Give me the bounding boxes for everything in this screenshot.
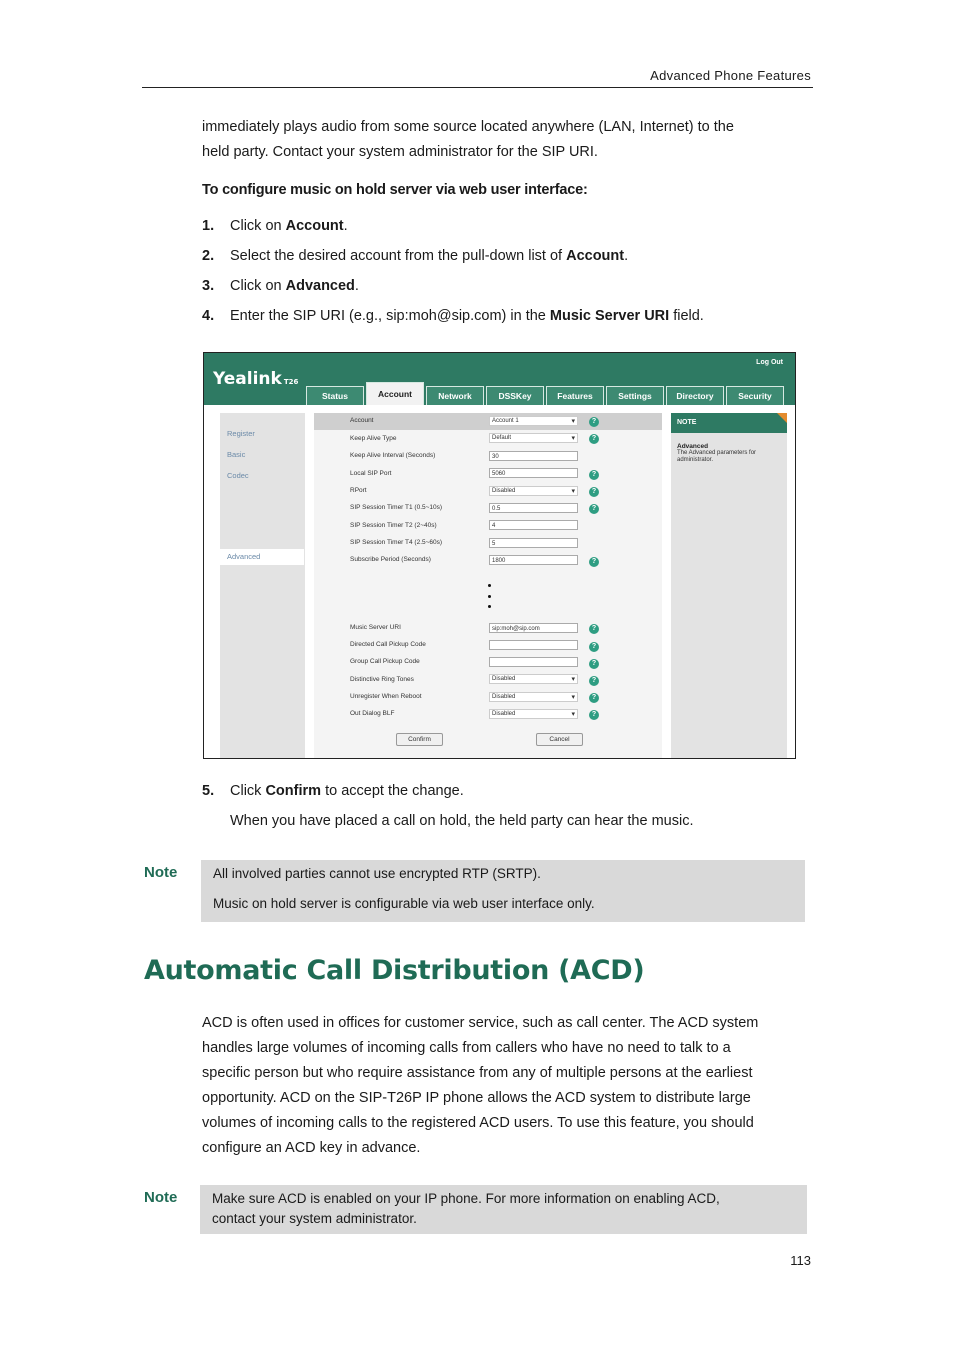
field-label-distinctive-ring: Distinctive Ring Tones [350, 676, 414, 683]
step-keyword: Confirm [265, 783, 322, 799]
help-icon[interactable]: ? [589, 487, 599, 497]
note-line: Make sure ACD is enabled on your IP phone. For more information on enabling ACD, [212, 1191, 720, 1206]
tab-network[interactable]: Network [426, 386, 484, 405]
step-2 [202, 248, 628, 264]
nav-codec[interactable]: Codec [227, 471, 249, 480]
step-keyword: Account [566, 248, 625, 264]
acd-paragraph [202, 1011, 807, 1161]
help-icon[interactable]: ? [589, 710, 599, 720]
step-number: 4. [202, 308, 215, 324]
acd-line: configure an ACD key in advance. [202, 1140, 421, 1156]
acd-line: ACD is often used in offices for customer service, such as call center. The ACD system [202, 1015, 759, 1031]
step-text: Click on [230, 218, 286, 234]
step-3 [202, 278, 359, 294]
page-number: 113 [790, 1253, 811, 1268]
field-label-directed-pickup: Directed Call Pickup Code [350, 641, 426, 648]
procedure-heading: To configure music on hold server via web user interface: [202, 182, 588, 198]
keep-alive-interval-input[interactable]: 30 [489, 451, 578, 461]
music-server-uri-input[interactable]: sip:moh@sip.com [489, 623, 578, 633]
tab-settings[interactable]: Settings [606, 386, 664, 405]
step-keyword: Advanced [285, 278, 355, 294]
note-corner-marker [777, 413, 787, 423]
help-icon[interactable]: ? [589, 624, 599, 634]
note-line: contact your system administrator. [212, 1211, 417, 1226]
confirm-button[interactable]: Confirm [396, 733, 443, 746]
note-box [201, 860, 805, 922]
logo-text: Yealink [213, 369, 282, 389]
nav-register[interactable]: Register [227, 429, 255, 438]
ellipsis-dot [488, 584, 491, 587]
help-icon[interactable]: ? [589, 693, 599, 703]
tab-directory[interactable]: Directory [666, 386, 724, 405]
note-label: Note [144, 1189, 178, 1206]
field-label-unregister-reboot: Unregister When Reboot [350, 693, 422, 700]
step-1 [202, 218, 348, 234]
acd-line: handles large volumes of incoming calls from callers who have no need to talk to a [202, 1040, 731, 1056]
acd-line: specific person but who require assistance from any of multiple persons at the earliest [202, 1065, 753, 1081]
field-label-music-server-uri: Music Server URI [350, 624, 401, 631]
acd-line: volumes of incoming calls to the registered ACD users. To use this feature, you should [202, 1115, 754, 1131]
section-title: Automatic Call Distribution (ACD) [144, 955, 645, 986]
step-number: 1. [202, 218, 215, 234]
nav-basic[interactable]: Basic [227, 450, 246, 459]
field-label-keep-alive-type: Keep Alive Type [350, 435, 397, 442]
step-text: Enter the SIP URI (e.g., sip:moh@sip.com) in the [230, 308, 550, 324]
yealink-logo [213, 369, 298, 389]
note-box [200, 1185, 807, 1234]
field-label-local-sip-port: Local SIP Port [350, 470, 392, 477]
note-panel-header: NOTE [671, 413, 787, 433]
step-text-end: . [354, 278, 359, 294]
step-number: 3. [202, 278, 215, 294]
step-text: Click [230, 783, 266, 799]
group-pickup-input[interactable] [489, 657, 578, 667]
tab-status[interactable]: Status [306, 386, 364, 405]
note-line: All involved parties cannot use encrypted RTP (SRTP). [213, 866, 541, 881]
help-icon[interactable]: ? [589, 504, 599, 514]
intro-line: held party. Contact your system administrator for the SIP URI. [202, 144, 598, 160]
note-panel [671, 413, 787, 758]
step-text-end: . [343, 218, 348, 234]
step-text: Click on [230, 278, 286, 294]
step-4 [202, 308, 704, 324]
field-label-timer-t2: SIP Session Timer T2 (2~40s) [350, 522, 437, 529]
keep-alive-type-select[interactable]: Default ▾ [489, 433, 578, 443]
running-header: Advanced Phone Features [650, 68, 811, 83]
model-label: T26 [283, 378, 299, 386]
note-line: Music on hold server is configurable via web user interface only. [213, 896, 595, 911]
timer-t4-input[interactable]: 5 [489, 538, 578, 548]
account-subnav [220, 413, 305, 758]
step-5 [202, 783, 464, 799]
help-icon[interactable]: ? [589, 434, 599, 444]
web-ui-topbar [204, 353, 795, 405]
help-icon[interactable]: ? [589, 676, 599, 686]
timer-t1-input[interactable]: 0.5 [489, 503, 578, 513]
step-number: 2. [202, 248, 215, 264]
note-panel-title: Advanced [677, 443, 709, 450]
tab-features[interactable]: Features [546, 386, 604, 405]
acd-line: opportunity. ACD on the SIP-T26P IP phone allows the ACD system to distribute large [202, 1090, 751, 1106]
field-label-rport: RPort [350, 487, 367, 494]
help-icon[interactable]: ? [589, 659, 599, 669]
step-text-end: . [624, 248, 629, 264]
step-keyword: Music Server URI [549, 308, 670, 324]
tab-security[interactable]: Security [726, 386, 784, 405]
header-rule [142, 87, 813, 88]
step-text: Select the desired account from the pull-down list of [230, 248, 567, 264]
help-icon[interactable]: ? [589, 417, 599, 427]
step-number: 5. [202, 783, 215, 799]
note-label: Note [144, 864, 178, 881]
ellipsis-dot [488, 595, 491, 598]
step-text-end: to accept the change. [321, 783, 464, 799]
field-label-subscribe-period: Subscribe Period (Seconds) [350, 556, 431, 563]
tab-account[interactable]: Account [366, 382, 424, 405]
timer-t2-input[interactable]: 4 [489, 520, 578, 530]
field-label-timer-t4: SIP Session Timer T4 (2.5~60s) [350, 539, 443, 546]
nav-advanced[interactable]: Advanced [227, 552, 261, 561]
intro-paragraph [202, 115, 807, 165]
logout-link[interactable]: Log Out [756, 359, 783, 366]
cancel-button[interactable]: Cancel [536, 733, 583, 746]
tab-dsskey[interactable]: DSSKey [486, 386, 544, 405]
field-label-out-dialog-blf: Out Dialog BLF [350, 710, 395, 717]
account-select[interactable]: Account 1 ▾ [489, 416, 578, 426]
note-panel-text: The Advanced parameters for administrator. [677, 450, 757, 463]
field-label-timer-t1: SIP Session Timer T1 (0.5~10s) [350, 504, 443, 511]
out-dialog-blf-select[interactable]: Disabled ▾ [489, 709, 578, 719]
subscribe-period-input[interactable]: 1800 [489, 555, 578, 565]
help-icon[interactable]: ? [589, 557, 599, 567]
directed-pickup-input[interactable] [489, 640, 578, 650]
step-5-result: When you have placed a call on hold, the held party can hear the music. [230, 813, 694, 829]
field-label-group-pickup: Group Call Pickup Code [350, 658, 420, 665]
intro-line: immediately plays audio from some source located anywhere (LAN, Internet) to the [202, 119, 734, 135]
ellipsis-dot [488, 605, 491, 608]
help-icon[interactable]: ? [589, 642, 599, 652]
help-icon[interactable]: ? [589, 470, 599, 480]
unregister-reboot-select[interactable]: Disabled ▾ [489, 692, 578, 702]
web-ui-screenshot [203, 352, 796, 759]
rport-select[interactable]: Disabled ▾ [489, 486, 578, 496]
step-text-end: field. [669, 308, 704, 324]
field-label-account: Account [350, 417, 374, 424]
distinctive-ring-select[interactable]: Disabled ▾ [489, 674, 578, 684]
field-label-keep-alive-interval: Keep Alive Interval (Seconds) [350, 452, 436, 459]
local-sip-port-input[interactable]: 5060 [489, 468, 578, 478]
step-keyword: Account [285, 218, 344, 234]
